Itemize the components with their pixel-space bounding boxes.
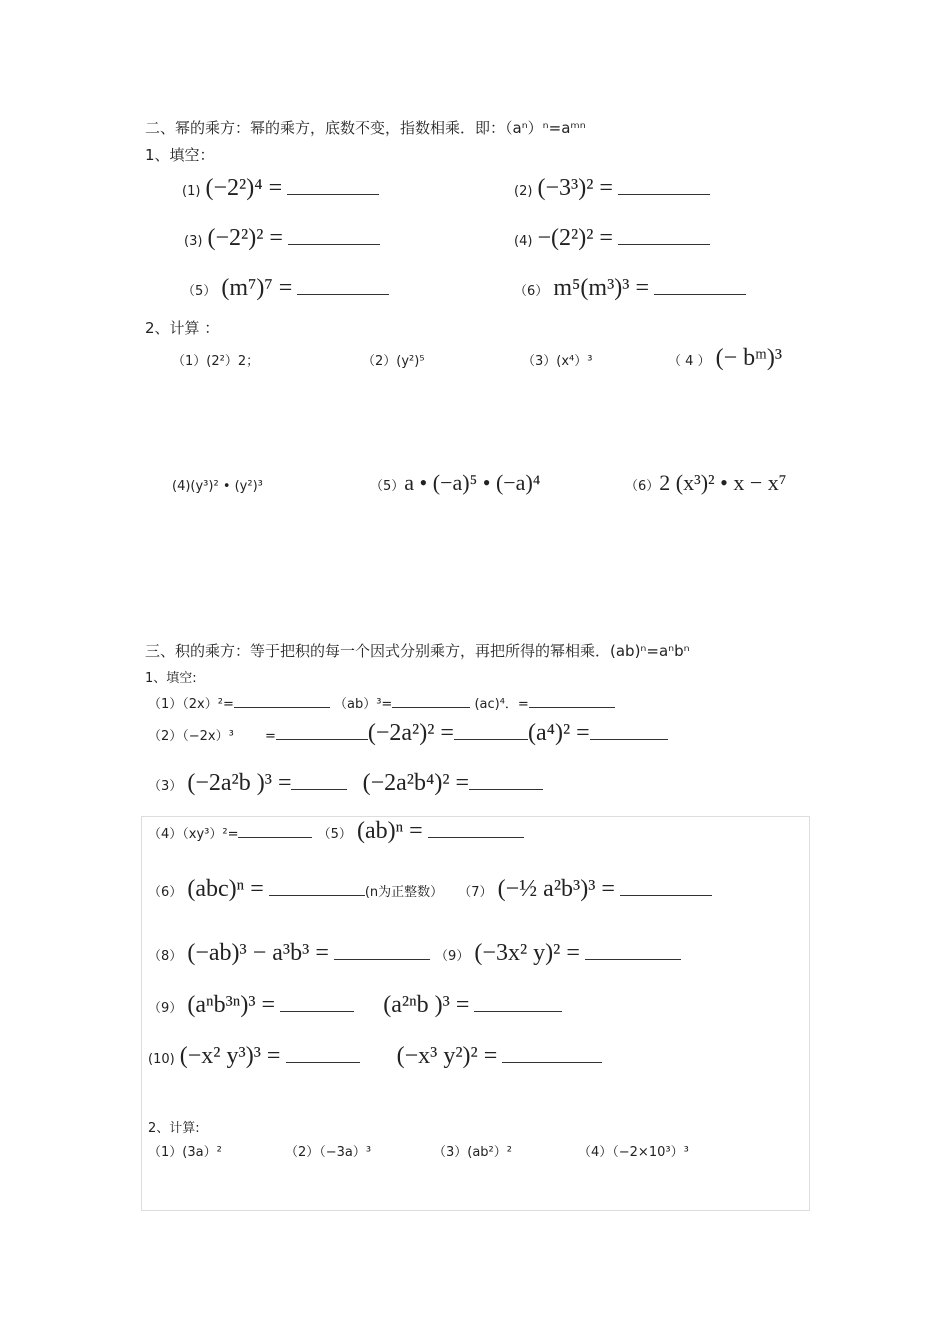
item-number: (4) (172, 479, 191, 494)
expression: (−2a²)² = (367, 720, 454, 746)
expression: (−2a²b )³ = (187, 770, 292, 796)
answer-blank[interactable] (469, 775, 543, 790)
section2-fill-heading: 1、填空： (145, 146, 215, 164)
expression: （1）（2x）²= (148, 697, 234, 712)
item-number: （8） (148, 949, 183, 964)
item-number: （6） (625, 479, 660, 494)
answer-blank[interactable] (286, 1048, 360, 1063)
calc-item-5 (172, 475, 263, 494)
expression: (m⁷)⁷ = (221, 275, 293, 301)
expression: (−2²)² = (207, 225, 283, 251)
answer-blank[interactable] (529, 693, 615, 708)
expression: = (264, 729, 276, 744)
answer-blank[interactable] (654, 280, 746, 295)
answer-blank[interactable] (334, 945, 430, 960)
answer-blank[interactable] (618, 230, 710, 245)
expression: (− bᵐ)³ (715, 345, 783, 371)
item-number: （5） (317, 827, 352, 842)
answer-blank[interactable] (234, 693, 330, 708)
box-row-10 (148, 1043, 602, 1070)
answer-blank[interactable] (280, 997, 354, 1012)
item-number: （6） (514, 284, 549, 299)
expression: (−x³ y²)² = (396, 1043, 498, 1069)
fill-row-2 (148, 720, 668, 747)
expression: （2）（−2x）³ (148, 729, 234, 744)
expression: 2 (x³)² • x − x⁷ (659, 470, 787, 495)
expression: (−½ a²b³)³ = (497, 876, 615, 902)
item-number: （1） (172, 354, 207, 369)
expression: (a⁴)² = (527, 720, 590, 746)
answer-blank[interactable] (269, 881, 365, 896)
item-number: （ 4 ） (668, 354, 711, 369)
section3-calc-3: （3）(ab²）² (433, 1145, 512, 1160)
calc-item-6 (370, 470, 540, 496)
calc-item-4 (668, 345, 782, 372)
expression: (−ab)³ − a³b³ = (187, 940, 329, 966)
fill-row-3 (148, 770, 543, 797)
section3-calc-4: （4）（−2×10³）³ (578, 1145, 689, 1160)
box-row-6 (148, 876, 712, 903)
expression: a • (−a)⁵ • (−a)⁴ (404, 470, 541, 495)
fill-item-6 (514, 275, 746, 302)
box-row-8 (148, 940, 681, 967)
item-number: （6） (148, 885, 183, 900)
box-row-9 (148, 992, 562, 1019)
answer-blank[interactable] (590, 725, 668, 740)
box-row-4 (148, 818, 524, 845)
section3-calc-1: （1）(3a）² (148, 1145, 222, 1160)
answer-blank[interactable] (392, 693, 470, 708)
answer-blank[interactable] (474, 997, 562, 1012)
section3-fill-heading: 1、填空: (145, 671, 197, 686)
answer-blank[interactable] (288, 230, 380, 245)
answer-blank[interactable] (287, 180, 379, 195)
expression: (ab)ⁿ = (356, 818, 423, 844)
item-number: （3） (522, 354, 557, 369)
expression: (a²ⁿb )³ = (383, 992, 470, 1018)
item-number: （3） (148, 779, 183, 794)
expression: (−2²)⁴ = (205, 175, 283, 201)
answer-blank[interactable] (502, 1048, 602, 1063)
calc-item-1 (172, 350, 259, 369)
expression: (y²)⁵ (396, 354, 425, 369)
calc-item-7 (625, 470, 786, 496)
fill-item-3 (184, 225, 380, 252)
section3-calc-2: （2）（−3a）³ (285, 1145, 372, 1160)
answer-blank[interactable] (291, 775, 347, 790)
expression: −(2²)² = (537, 225, 613, 251)
fill-item-4 (514, 225, 710, 252)
expression: （4）（xy³）²= (148, 827, 239, 842)
item-number: （5） (370, 479, 405, 494)
calc-item-2 (362, 350, 425, 369)
calc-item-3 (522, 350, 592, 369)
fill-item-2 (514, 175, 710, 202)
note: (n为正整数） (364, 885, 444, 900)
expression: (ac)⁴．= (474, 697, 529, 712)
fill-item-1 (182, 175, 379, 202)
item-number: (10) (148, 1052, 175, 1067)
expression: (−3³)² = (537, 175, 613, 201)
section2-calc-heading: 2、计算 ： (145, 319, 220, 337)
fill-item-5 (182, 275, 389, 302)
item-number: （2） (362, 354, 397, 369)
answer-blank[interactable] (428, 823, 524, 838)
answer-blank[interactable] (238, 823, 312, 838)
expression: (abc)ⁿ = (187, 876, 264, 902)
item-number: （5） (182, 284, 217, 299)
section2-title: 二、幂的乘方：幂的乘方，底数不变，指数相乘．即：（aⁿ）ⁿ=aᵐⁿ (145, 119, 586, 137)
fill-row-1 (148, 693, 615, 712)
answer-blank[interactable] (276, 725, 368, 740)
section3-title: 三、积的乘方：等于把积的每一个因式分别乘方，再把所得的幂相乘．(ab)ⁿ=aⁿbⁿ (145, 642, 690, 660)
item-number: （7） (458, 885, 493, 900)
item-number: （9） (148, 1001, 183, 1016)
item-number: (2) (514, 184, 533, 199)
item-number: （9） (435, 949, 470, 964)
answer-blank[interactable] (454, 725, 528, 740)
answer-blank[interactable] (585, 945, 681, 960)
item-number: (3) (184, 234, 203, 249)
item-number: (4) (514, 234, 533, 249)
item-number: (1) (182, 184, 201, 199)
expression: (−3x² y)² = (474, 940, 580, 966)
expression: (y³)² • (y²)³ (190, 479, 263, 494)
expression: (x⁴）³ (556, 354, 593, 369)
answer-blank[interactable] (297, 280, 389, 295)
expression: m⁵(m³)³ = (553, 275, 649, 301)
expression: (aⁿb³ⁿ)³ = (187, 992, 276, 1018)
section3-calc-heading: 2、计算: (148, 1121, 200, 1136)
expression: （ab）³= (333, 697, 393, 712)
expression: (−2a²b⁴)² = (362, 770, 470, 796)
expression: (2²）2； (206, 354, 260, 369)
expression: (−x² y³)³ = (179, 1043, 281, 1069)
answer-blank[interactable] (618, 180, 710, 195)
answer-blank[interactable] (620, 881, 712, 896)
